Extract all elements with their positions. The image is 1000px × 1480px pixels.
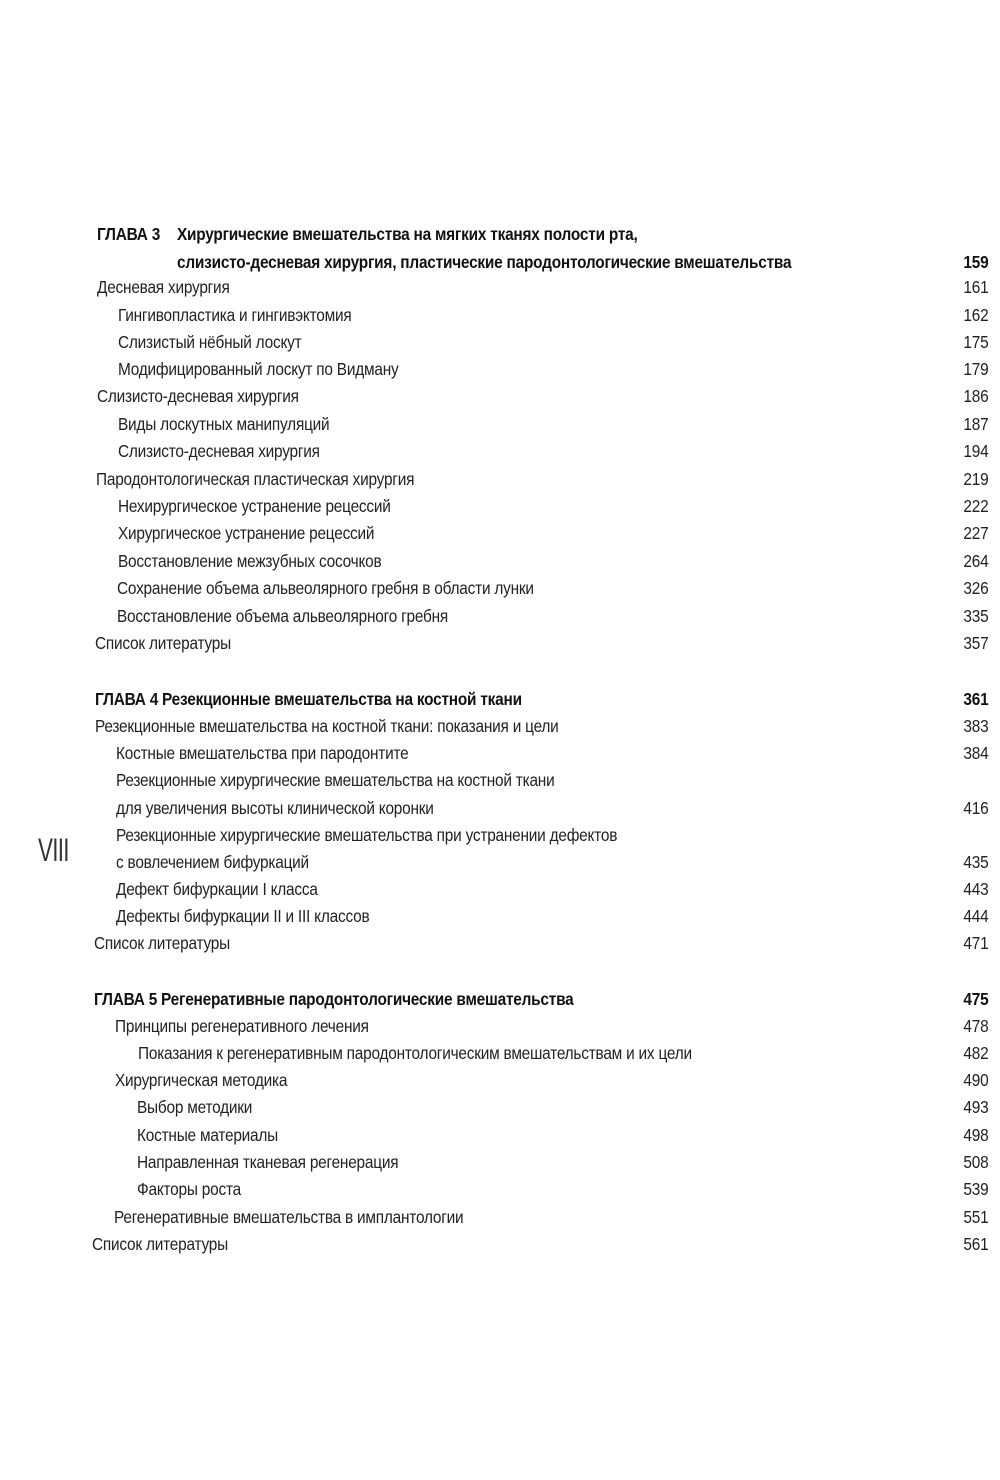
toc-entry[interactable] — [0, 356, 1000, 383]
chapter-5-heading[interactable] — [0, 986, 1000, 1013]
page-number: 222 — [962, 496, 988, 516]
page-number: 471 — [962, 933, 988, 953]
page-number: 508 — [962, 1152, 988, 1172]
toc-entry[interactable] — [0, 1176, 1000, 1203]
page-number: 493 — [962, 1097, 988, 1117]
page-number: 194 — [962, 441, 988, 461]
page-number: 361 — [962, 689, 988, 709]
entry-title: Регенеративные вмешательства в имплантологии — [114, 1207, 464, 1227]
page-number: 482 — [962, 1043, 988, 1063]
toc-entry[interactable] — [0, 548, 1000, 575]
page-number: 498 — [962, 1125, 988, 1145]
toc-entry[interactable] — [0, 1204, 1000, 1231]
chapter-title-continued: слизисто-десневая хирургия, пластические пародонтологические вмешательства — [177, 252, 792, 272]
toc-entry[interactable] — [0, 520, 1000, 547]
entry-title: Принципы регенеративного лечения — [115, 1016, 369, 1036]
page-number: 443 — [962, 879, 988, 899]
page-number: 475 — [962, 989, 988, 1009]
page-number: 162 — [962, 305, 988, 325]
chapter-3-heading-line2 — [0, 249, 1000, 276]
entry-title: Показания к регенеративным пародонтологическим вмешательствам и их цели — [138, 1043, 692, 1063]
entry-title: Слизисто-десневая хирургия — [118, 441, 320, 461]
toc-entry[interactable] — [0, 903, 1000, 930]
entry-title: Хирургическое устранение рецессий — [118, 523, 375, 543]
toc-entry[interactable] — [0, 930, 1000, 957]
page-number: 478 — [962, 1016, 988, 1036]
page-number: 384 — [962, 743, 988, 763]
chapter-title: Хирургические вмешательства на мягких тканях полости рта, — [177, 224, 638, 244]
toc-entry[interactable] — [0, 493, 1000, 520]
page-number: 383 — [962, 716, 988, 736]
entry-title: Направленная тканевая регенерация — [137, 1152, 399, 1172]
page-number: 161 — [962, 277, 988, 297]
toc-entry[interactable] — [0, 1013, 1000, 1040]
entry-title: Восстановление межзубных сосочков — [118, 551, 382, 571]
toc-entry[interactable] — [0, 1122, 1000, 1149]
page-number: 175 — [962, 332, 988, 352]
toc-entry[interactable] — [0, 411, 1000, 438]
toc-entry[interactable] — [0, 795, 1000, 822]
toc-entry[interactable] — [0, 767, 1000, 794]
entry-title: Костные материалы — [137, 1125, 279, 1145]
toc-entry[interactable] — [0, 603, 1000, 630]
chapter-4-heading[interactable] — [0, 686, 1000, 713]
entry-title: с вовлечением бифуркаций — [116, 852, 309, 872]
entry-title: Слизисто-десневая хирургия — [97, 386, 299, 406]
entry-title: Хирургическая методика — [115, 1070, 288, 1090]
entry-title: Резекционные вмешательства на костной ткани: показания и цели — [95, 716, 559, 736]
toc-entry[interactable] — [0, 383, 1000, 410]
entry-title: Резекционные хирургические вмешательства при устранении дефектов — [116, 825, 618, 845]
page-number-roman: VIII — [38, 832, 69, 868]
entry-title: Сохранение объема альвеолярного гребня в области лунки — [117, 578, 534, 598]
entry-title: Слизистый нёбный лоскут — [118, 332, 302, 352]
entry-title: Пародонтологическая пластическая хирургия — [96, 469, 415, 489]
page-number: 264 — [962, 551, 988, 571]
entry-title: Дефекты бифуркации II и III классов — [116, 906, 370, 926]
toc-entry[interactable] — [0, 329, 1000, 356]
toc-entry[interactable] — [0, 713, 1000, 740]
page-number: 416 — [962, 798, 988, 818]
toc-entry[interactable] — [0, 740, 1000, 767]
toc-entry[interactable] — [0, 849, 1000, 876]
entry-title: Костные вмешательства при пародонтите — [116, 743, 409, 763]
entry-title: Список литературы — [95, 633, 232, 653]
entry-title: Десневая хирургия — [97, 277, 230, 297]
entry-title: для увеличения высоты клинической коронки — [116, 798, 434, 818]
toc-entry[interactable] — [0, 575, 1000, 602]
entry-title: Список литературы — [94, 933, 231, 953]
chapter-title: Резекционные вмешательства на костной ткани — [162, 689, 522, 709]
page-number: 326 — [962, 578, 988, 598]
toc-entry[interactable] — [0, 630, 1000, 657]
page-number: 551 — [962, 1207, 988, 1227]
toc-entry[interactable] — [0, 1149, 1000, 1176]
page-number: 561 — [962, 1234, 988, 1254]
toc-entry[interactable] — [0, 438, 1000, 465]
entry-title: Дефект бифуркации I класса — [116, 879, 318, 899]
chapter-label: ГЛАВА 5 — [94, 989, 158, 1009]
entry-title: Модифицированный лоскут по Видману — [118, 359, 399, 379]
entry-title: Резекционные хирургические вмешательства на костной ткани — [116, 770, 555, 790]
entry-title: Виды лоскутных манипуляций — [118, 414, 330, 434]
entry-title: Гингивопластика и гингивэктомия — [118, 305, 352, 325]
entry-title: Нехирургическое устранение рецессий — [118, 496, 391, 516]
page-number: 219 — [962, 469, 988, 489]
toc-entry[interactable] — [0, 822, 1000, 849]
page-number: 187 — [962, 414, 988, 434]
entry-title: Факторы роста — [137, 1179, 241, 1199]
chapter-label: ГЛАВА 3 — [97, 224, 161, 244]
entry-title: Восстановление объема альвеолярного гребня — [117, 606, 449, 626]
page-number: 444 — [962, 906, 988, 926]
toc-entry[interactable] — [0, 1067, 1000, 1094]
chapter-label: ГЛАВА 4 — [95, 689, 159, 709]
page-number: 335 — [962, 606, 988, 626]
page-number: 357 — [962, 633, 988, 653]
page-number: 435 — [962, 852, 988, 872]
entry-title: Выбор методики — [137, 1097, 253, 1117]
toc-entry[interactable] — [0, 876, 1000, 903]
chapter-3-heading — [0, 221, 1000, 248]
page-number: 159 — [962, 252, 988, 272]
chapter-title: Регенеративные пародонтологические вмешательства — [161, 989, 574, 1009]
toc-entry[interactable] — [0, 1231, 1000, 1258]
toc-entry[interactable] — [0, 274, 1000, 301]
page-number: 539 — [962, 1179, 988, 1199]
entry-title: Список литературы — [92, 1234, 229, 1254]
toc-entry[interactable] — [0, 1040, 1000, 1067]
page-number: 179 — [962, 359, 988, 379]
page-number: 186 — [962, 386, 988, 406]
page-number: 227 — [962, 523, 988, 543]
page-number: 490 — [962, 1070, 988, 1090]
toc-entry[interactable] — [0, 302, 1000, 329]
toc-entry[interactable] — [0, 466, 1000, 493]
toc-entry[interactable] — [0, 1094, 1000, 1121]
